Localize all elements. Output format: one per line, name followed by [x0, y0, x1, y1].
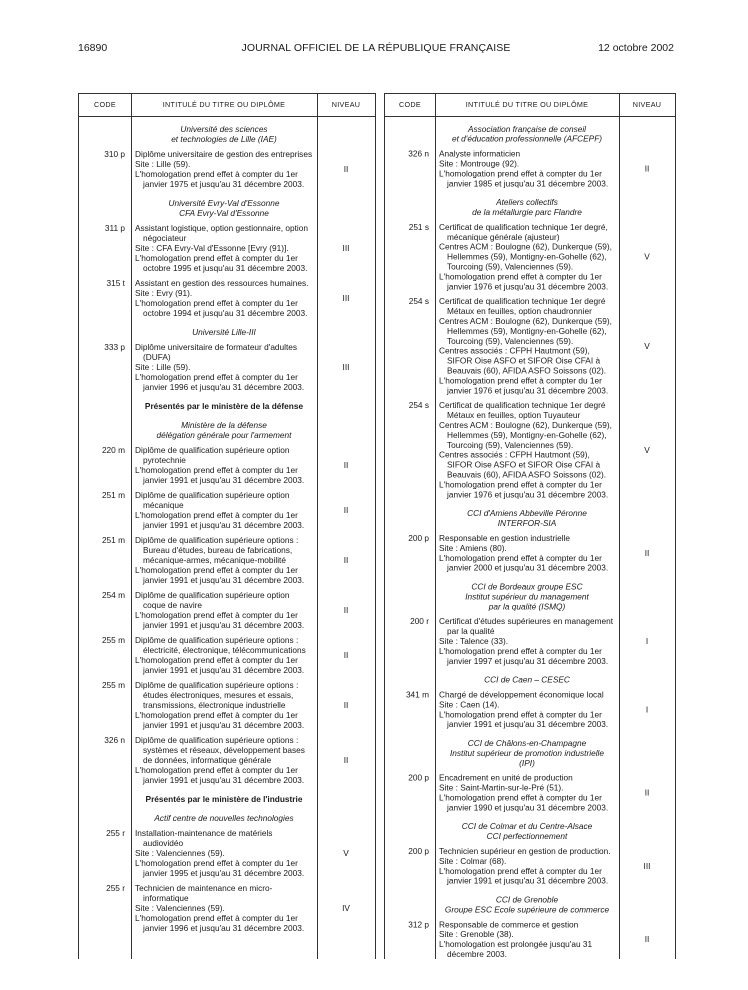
row-code: 200 p	[408, 772, 429, 783]
row-detail: Centres associés : CFPH Hautmont (59), SIFOR Oise ASFO et SIFOR Oise CFAI à Beauvais (60), AFIDA ASFO Soissons (02).	[439, 345, 607, 376]
row-code: 200 p	[408, 533, 429, 543]
table-row	[79, 675, 375, 730]
row-detail: Site : Lille (59).	[135, 159, 191, 169]
row-description	[439, 846, 615, 886]
row-detail: Centres ACM : Boulogne (62), Dunkerque (59), Hellemmes (59), Montigny-en-Gohelle (62), Tourcoing (59), Valenciennes (59).	[439, 316, 612, 346]
row-description	[135, 828, 313, 878]
table-row	[79, 218, 375, 273]
row-detail: L'homologation prend effet à compter du 1er janvier 1997 et jusqu'au 31 décembre 2003.	[439, 645, 609, 666]
row-code: 200 p	[408, 846, 429, 856]
row-code: 254 s	[408, 400, 429, 411]
row-code: 341 m	[405, 689, 429, 700]
row-detail: L'homologation prend effet à compter du 1er janvier 1991 et jusqu'au 31 décembre 2003.	[439, 865, 609, 886]
section-heading-line: Groupe ESC Ecole supérieure de commerce	[444, 904, 610, 915]
row-detail: Site : Valenciennes (59).	[135, 848, 225, 858]
code-header: CODE	[399, 100, 421, 109]
section-heading-line: Actif centre de nouvelles technologies	[154, 813, 294, 823]
row-detail: L'homologation prend effet à compter du 1er janvier 1991 et jusqu'au 31 décembre 2003.	[135, 610, 305, 630]
row-level: II	[644, 787, 650, 798]
page-number: 16890	[78, 42, 108, 54]
level-header: NIVEAU	[331, 100, 361, 109]
section-heading	[435, 666, 619, 685]
row-level: II	[343, 505, 349, 515]
table-row	[79, 273, 375, 318]
row-code: 326 n	[104, 735, 125, 745]
row-detail: L'homologation prend effet à compter du 1er janvier 1991 et jusqu'au 31 décembre 2003.	[135, 565, 305, 585]
row-title: Diplôme de qualification supérieure option pyrotechnie	[135, 445, 290, 465]
row-detail: L'homologation prend effet à compter du 1er janvier 1976 et jusqu'au 31 décembre 2003.	[439, 479, 609, 500]
row-detail: Site : Valenciennes (59).	[135, 903, 225, 913]
row-detail: Site : Colmar (68).	[439, 855, 507, 866]
table-row	[79, 730, 375, 785]
row-level: II	[343, 650, 349, 660]
section-heading	[435, 812, 619, 841]
row-title: Analyste informaticien	[439, 148, 521, 159]
section-heading-line: CCI de Grenoble	[495, 894, 559, 905]
left-column-content	[79, 115, 375, 959]
row-detail: Site : Caen (14).	[439, 699, 500, 710]
row-level: II	[343, 755, 349, 765]
row-detail: L'homologation prend effet à compter du 1er janvier 1991 et jusqu'au 31 décembre 2003.	[439, 709, 609, 730]
row-title: Responsable de commerce et gestion	[439, 919, 579, 930]
row-title: Diplôme de qualification supérieure option mécanique	[135, 490, 290, 510]
row-detail: Site : Saint-Martin-sur-le-Pré (51).	[439, 782, 564, 793]
row-detail: L'homologation prend effet à compter du 1er janvier 1995 et jusqu'au 31 décembre 2003.	[135, 858, 305, 878]
row-code: 254 s	[408, 296, 429, 307]
row-code: 315 t	[106, 278, 125, 288]
row-description	[135, 149, 313, 189]
table-header	[385, 93, 675, 117]
row-code: 251 m	[101, 490, 125, 500]
row-description	[439, 773, 615, 813]
row-title: Diplôme de qualification supérieure options : électricité, électronique, télécommunications	[135, 635, 306, 655]
row-title: Encadrement en unité de production	[439, 772, 573, 783]
row-detail: Site : Talence (33).	[439, 636, 509, 646]
row-code: 255 r	[106, 828, 125, 838]
row-level: II	[343, 605, 349, 615]
row-title: Installation-maintenance de matériels audiovidéo	[135, 828, 273, 848]
table-row	[79, 630, 375, 675]
row-detail: L'homologation prend effet à compter du 1er janvier 1976 et jusqu'au 31 décembre 2003.	[439, 375, 609, 396]
row-code: 255 m	[101, 635, 125, 645]
row-level: I	[645, 704, 649, 715]
table-row	[79, 530, 375, 585]
section-heading-line: de la métallurgie parc Flandre	[472, 207, 582, 218]
section-heading-line: Présentés par le ministère de la défense	[144, 401, 304, 411]
title-header: INTITULÉ DU TITRE OU DIPLÔME	[162, 100, 286, 109]
table-row	[79, 823, 375, 878]
section-heading-line: CCI de Colmar et du Centre-Alsace	[461, 821, 593, 832]
row-description	[439, 400, 615, 499]
row-description	[135, 635, 313, 675]
row-title: Diplôme universitaire de gestion des entreprises	[135, 149, 313, 159]
row-description	[135, 680, 313, 730]
row-detail: Site : CFA Evry-Val d'Essonne [Evry (91)].	[135, 243, 289, 253]
row-level: II	[644, 547, 650, 558]
section-heading-line: Université Lille-III	[192, 327, 256, 337]
row-description	[135, 223, 313, 273]
row-title: Certificat de qualification technique 1er degré Métaux en feuilles, option Tuyauteur	[439, 400, 606, 421]
row-detail: L'homologation prend effet à compter du 1er janvier 1991 et jusqu'au 31 décembre 2003.	[135, 655, 305, 675]
row-level: V	[343, 848, 349, 858]
row-description	[439, 690, 615, 730]
table-row	[385, 768, 675, 813]
row-code: 333 p	[104, 342, 125, 352]
row-title: Certificat de qualification technique 1er degré, mécanique générale (ajusteur)	[439, 221, 608, 242]
row-detail: L'homologation prend effet à compter du 1er janvier 1976 et jusqu'au 31 décembre 2003.	[439, 271, 609, 292]
row-level: IV	[342, 903, 350, 913]
section-heading	[435, 115, 619, 144]
row-detail: L'homologation prend effet à compter du 1er janvier 1991 et jusqu'au 31 décembre 2003.	[135, 465, 305, 485]
table-row	[79, 144, 375, 189]
section-heading-line: Institut supérieur de promotion industrielle	[449, 747, 605, 758]
row-description	[135, 735, 313, 785]
row-detail: L'homologation prend effet à compter du 1er janvier 1975 et jusqu'au 31 décembre 2003.	[135, 169, 305, 189]
row-description	[135, 590, 313, 630]
row-detail: L'homologation est prolongée jusqu'au 31 décembre 2003.	[439, 939, 593, 959]
section-heading-line: Institut supérieur du management	[465, 591, 589, 602]
row-detail: Site : Lille (59).	[135, 362, 191, 372]
section-heading-line: Présentés par le ministère de l'industrie	[145, 794, 303, 804]
row-description	[439, 222, 615, 291]
right-table-column	[384, 93, 676, 959]
row-detail: L'homologation prend effet à compter du 1er janvier 1991 et jusqu'au 31 décembre 2003.	[135, 510, 305, 530]
table-row	[385, 841, 675, 886]
row-detail: Site : Evry (91).	[135, 288, 193, 298]
row-title: Assistant en gestion des ressources humaines.	[135, 278, 309, 288]
section-heading-line: délégation générale pour l'armement	[156, 430, 292, 440]
table-row	[385, 291, 675, 395]
section-heading-line: Université Evry-Val d'Essonne	[168, 198, 280, 208]
row-title: Certificat de qualification technique 1er degré Métaux en feuilles, option chaudronnier	[439, 296, 606, 317]
row-title: Assistant logistique, option gestionnaire, option négociateur	[135, 223, 308, 243]
row-level: III	[342, 362, 350, 372]
row-level: II	[343, 700, 349, 710]
row-level: II	[644, 934, 650, 945]
section-heading-line: CCI de Bordeaux groupe ESC	[471, 581, 583, 592]
row-detail: Site : Montrouge (92).	[439, 158, 520, 169]
row-level: III	[342, 293, 350, 303]
row-code: 310 p	[104, 149, 125, 159]
row-title: Certificat d'études supérieures en management par la qualité	[439, 616, 614, 637]
row-title: Diplôme de qualification supérieure options : systèmes et réseaux, développement bases de données, informatique générale	[135, 735, 305, 765]
row-title: Diplôme de qualification supérieure options : études électroniques, mesures et essais, transmissions, électronique industrielle	[135, 680, 299, 710]
row-level: II	[343, 555, 349, 565]
row-detail: Centres associés : CFPH Hautmont (59), SIFOR Oise ASFO et SIFOR Oise CFAI à Beauvais (60), AFIDA ASFO Soissons (02).	[439, 449, 607, 480]
section-heading-line: CCI de Châlons-en-Champagne	[467, 738, 587, 748]
row-description	[439, 149, 615, 189]
row-title: Chargé de développement économique local	[439, 689, 604, 700]
table-row	[79, 878, 375, 933]
table-row	[385, 144, 675, 189]
section-heading-line: (IPI)	[519, 757, 535, 768]
row-detail: Centres ACM : Boulogne (62), Dunkerque (59), Hellemmes (59), Montigny-en-Gohelle (62), Tourcoing (59), Valenciennes (59).	[439, 420, 612, 450]
section-heading-line: CCI perfectionnement	[486, 831, 568, 842]
row-level: V	[644, 340, 650, 351]
row-detail: L'homologation prend effet à compter du 1er octobre 1995 et jusqu'au 31 décembre 2003.	[135, 253, 308, 273]
row-description	[135, 278, 313, 318]
row-code: 255 m	[101, 680, 125, 690]
row-detail: Site : Amiens (80).	[439, 542, 507, 553]
row-description	[135, 490, 313, 530]
journal-title: JOURNAL OFFICIEL DE LA RÉPUBLIQUE FRANÇAISE	[241, 42, 511, 54]
section-heading	[435, 729, 619, 768]
section-heading	[131, 318, 317, 337]
right-column-content	[385, 115, 675, 959]
section-heading-line: CCI de Caen – CESEC	[484, 674, 570, 685]
row-detail: L'homologation prend effet à compter du 1er janvier 1991 et jusqu'au 31 décembre 2003.	[135, 765, 305, 785]
section-heading	[435, 886, 619, 915]
section-heading-line: Ministère de la défense	[181, 420, 267, 430]
table-row	[385, 217, 675, 291]
row-title: Diplôme de qualification supérieure options : Bureau d'études, bureau de fabrications, mécanique-armes, mécanique-mobilité	[135, 535, 299, 565]
row-title: Technicien supérieur en gestion de production.	[439, 846, 611, 856]
row-level: II	[343, 164, 349, 174]
section-heading	[131, 785, 317, 804]
section-heading	[131, 392, 317, 411]
issue-date: 12 octobre 2002	[598, 42, 674, 54]
row-description	[135, 535, 313, 585]
row-description	[439, 919, 615, 959]
row-code: 251 m	[101, 535, 125, 545]
row-description	[135, 883, 313, 933]
row-level: II	[644, 163, 650, 174]
table-row	[385, 685, 675, 730]
table-header	[79, 93, 375, 117]
row-level: III	[342, 243, 350, 253]
row-detail: L'homologation prend effet à compter du 1er janvier 1985 et jusqu'au 31 décembre 2003.	[439, 168, 609, 189]
section-heading-line: et d'éducation professionnelle (AFCEPF)	[451, 133, 603, 144]
row-detail: L'homologation prend effet à compter du 1er janvier 1991 et jusqu'au 31 décembre 2003.	[135, 710, 305, 730]
row-code: 200 r	[410, 616, 429, 627]
section-heading	[131, 189, 317, 218]
section-heading-line: par la qualité (ISMQ)	[488, 601, 566, 612]
section-heading-line: Association française de conseil	[467, 123, 587, 134]
row-level: III	[643, 860, 651, 871]
page-header	[78, 42, 674, 56]
row-title: Diplôme de qualification supérieure option coque de navire	[135, 590, 290, 610]
table-row	[385, 914, 675, 959]
section-heading	[435, 573, 619, 612]
section-heading-line: et technologies de Lille (IAE)	[171, 134, 277, 144]
row-title: Technicien de maintenance en micro-informatique	[135, 883, 273, 903]
section-heading	[435, 499, 619, 528]
row-detail: L'homologation prend effet à compter du 1er janvier 1996 et jusqu'au 31 décembre 2003.	[135, 372, 305, 392]
section-heading	[131, 115, 317, 144]
row-title: Responsable en gestion industrielle	[439, 533, 570, 543]
row-code: 255 r	[106, 883, 125, 893]
table-row	[385, 395, 675, 499]
table-row	[79, 440, 375, 485]
table-row	[79, 485, 375, 530]
row-code: 251 s	[408, 221, 429, 232]
row-detail: L'homologation prend effet à compter du 1er janvier 1990 et jusqu'au 31 décembre 2003.	[439, 792, 609, 813]
row-description	[439, 533, 615, 573]
level-header: NIVEAU	[632, 100, 662, 109]
row-detail: L'homologation prend effet à compter du 1er janvier 1996 et jusqu'au 31 décembre 2003.	[135, 913, 305, 933]
row-code: 311 p	[104, 223, 125, 233]
section-heading-line: CFA Evry-Val d'Essonne	[179, 208, 269, 218]
row-code: 220 m	[101, 445, 125, 455]
section-heading	[131, 804, 317, 823]
row-code: 254 m	[101, 590, 125, 600]
code-header: CODE	[94, 100, 116, 109]
row-description	[439, 296, 615, 395]
section-heading	[435, 188, 619, 217]
row-description	[135, 342, 313, 392]
row-description	[135, 445, 313, 485]
row-detail: Centres ACM : Boulogne (62), Dunkerque (59), Hellemmes (59), Montigny-en-Gohelle (62), Tourcoing (59), Valenciennes (59).	[439, 241, 612, 272]
section-heading	[131, 411, 317, 440]
row-level: I	[645, 636, 649, 646]
section-heading-line: Ateliers collectifs	[496, 197, 558, 208]
left-table-column	[78, 93, 376, 959]
table-row	[79, 337, 375, 392]
row-level: II	[343, 460, 349, 470]
row-detail: Site : Grenoble (38).	[439, 929, 514, 940]
row-code: 312 p	[408, 919, 429, 930]
row-title: Diplôme universitaire de formateur d'adultes (DUFA)	[135, 342, 298, 362]
row-level: V	[644, 251, 650, 262]
row-level: V	[644, 444, 650, 455]
section-heading-line: Université des sciences	[180, 124, 268, 134]
row-description	[439, 616, 615, 666]
row-code: 326 n	[408, 148, 429, 159]
row-detail: L'homologation prend effet à compter du 1er janvier 2000 et jusqu'au 31 décembre 2003.	[439, 552, 609, 573]
section-heading-line: INTERFOR-SIA	[497, 518, 557, 529]
table-row	[385, 611, 675, 665]
section-heading-line: CCI d'Amiens Abbeville Péronne	[467, 508, 587, 519]
row-detail: L'homologation prend effet à compter du 1er octobre 1994 et jusqu'au 31 décembre 2003.	[135, 298, 308, 318]
table-row	[385, 528, 675, 573]
title-header: INTITULÉ DU TITRE OU DIPLÔME	[465, 100, 589, 109]
table-row	[79, 585, 375, 630]
